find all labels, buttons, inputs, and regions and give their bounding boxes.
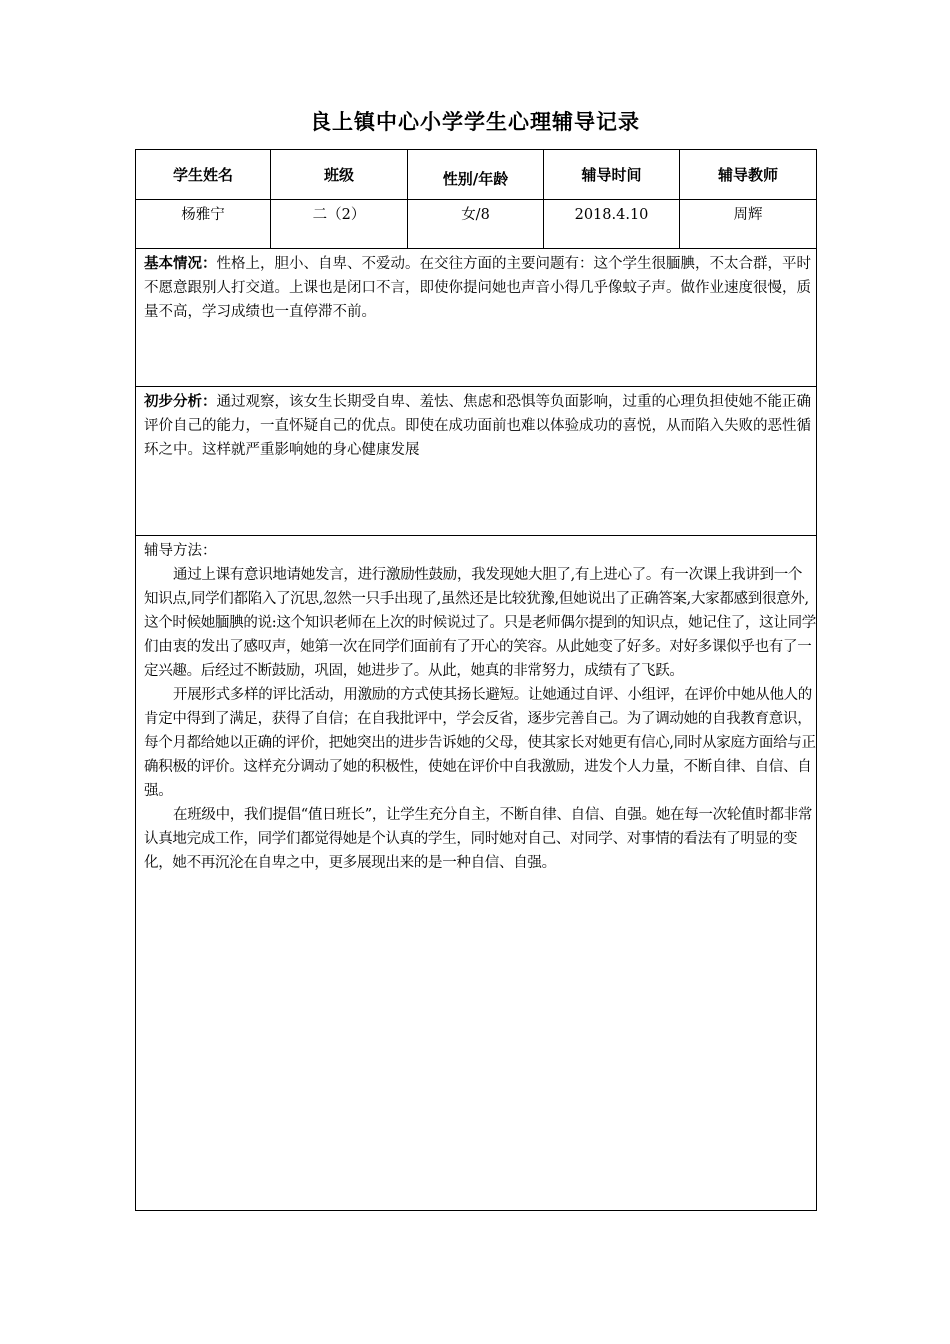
basic-situation-section [136, 249, 816, 387]
counseling-method-label: 辅导方法： [144, 543, 217, 559]
method-paragraph-2: 开展形式多样的评比活动，用激励的方式使其扬长避短。让她通过自评、小组评，在评价中她从他人的肯定中得到了满足，获得了自信；在自我批评中，学会反省，逐步完善自己。为了调动她的自我教育意识，每个月都给她以正确的评价，把她突出的进步告诉她的父母，使其家长对她更有信心,同时从家庭方面给与正确积极的评价。这样充分调动了她的积极性，使她在评价中自我激励，进发个人力量，不断自律、自信、自强。 [144, 687, 816, 799]
method-paragraph-1: 通过上课有意识地请她发言，进行激励性鼓励，我发现她大胆了,有上进心了。有一次课上我讲到一个知识点,同学们都陷入了沉思,忽然一只手出现了,虽然还是比较犹豫,但她说出了正确答案,大家都感到很意外,这个时候她腼腆的说:这个知识老师在上次的时候说过了。只是老师偶尔提到的知识点，她记住了，这让同学们由衷的发出了感叹声，她第一次在同学们面前有了开心的笑容。从此她变了好多。对好多课似乎也有了一定兴趣。后经过不断鼓励，巩固，她进步了。从此，她真的非常努力，成绩有了飞跃。 [144, 567, 816, 679]
basic-situation-text: 性格上，胆小、自卑、不爱动。在交往方面的主要问题有：这个学生很腼腆，不太合群，平时不愿意跟别人打交道。上课也是闭口不言，即使你提问她也声音小得几乎像蚊子声。做作业速度很慢，质量不高，学习成绩也一直停滞不前。 [144, 256, 811, 320]
basic-situation-label: 基本情况： [144, 256, 217, 272]
gender-age-value: 女/8 [408, 200, 544, 248]
method-paragraph-3: 在班级中，我们提倡“值日班长”，让学生充分自主，不断自律、自信、自强。她在每一次轮值时都非常认真地完成工作，同学们都觉得她是个认真的学生，同时她对自己、对同学、对事情的看法有了明显的变化，她不再沉沦在自卑之中，更多展现出来的是一种自信、自强。 [144, 807, 813, 871]
counseling-method-section [136, 536, 816, 1210]
preliminary-analysis-label: 初步分析： [144, 394, 217, 410]
header-gender-age: 性别/年龄 [408, 150, 544, 199]
preliminary-analysis-text: 通过观察，该女生长期受自卑、羞怯、焦虑和恐惧等负面影响，过重的心理负担使她不能正确评价自己的能力，一直怀疑自己的优点。即使在成功面前也难以体验成功的喜悦，从而陷入失败的恶性循环之中。这样就严重影响她的身心健康发展 [144, 394, 811, 458]
header-class: 班级 [271, 150, 408, 199]
preliminary-analysis-paragraph [144, 390, 816, 462]
document-title: 良上镇中心小学学生心理辅导记录 [310, 110, 640, 134]
table-header-row [136, 150, 816, 200]
header-student-name: 学生姓名 [136, 150, 271, 199]
table-info-row [136, 200, 816, 249]
header-teacher: 辅导教师 [717, 166, 778, 184]
header-counseling-time: 辅导时间 [544, 150, 680, 199]
counseling-record-table [135, 149, 817, 1211]
teacher-value: 周辉 [733, 207, 763, 223]
student-name-value: 杨雅宁 [136, 200, 271, 248]
counseling-time-value: 2018.4.10 [544, 200, 680, 248]
class-value: 二（2） [271, 200, 408, 248]
preliminary-analysis-section [136, 387, 816, 536]
basic-situation-paragraph [144, 252, 816, 324]
